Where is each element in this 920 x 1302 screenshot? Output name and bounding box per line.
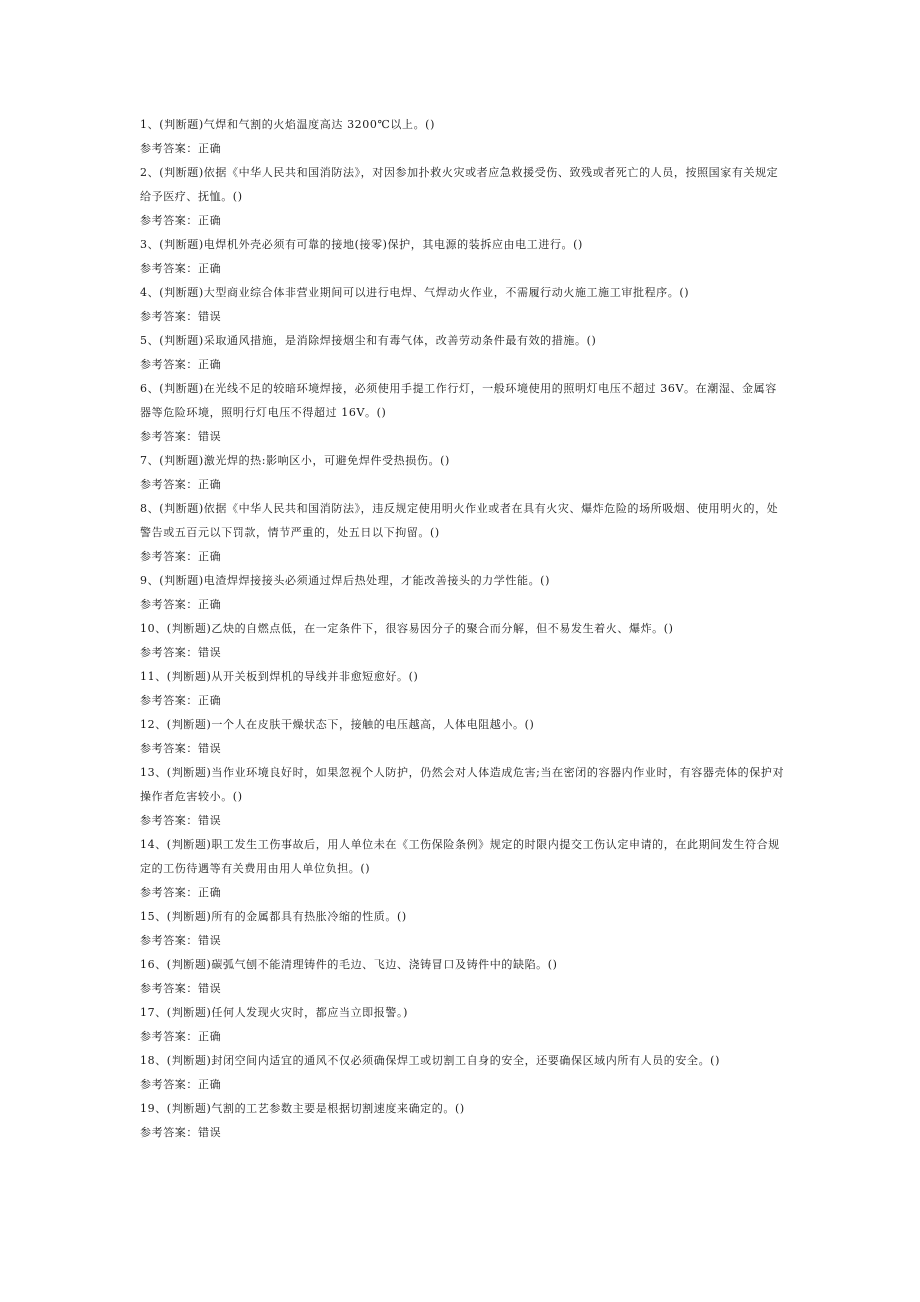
answer-value: 正确 bbox=[198, 214, 222, 227]
question-text: 19、(判断题)气割的工艺参数主要是根据切割速度来确定的。() bbox=[140, 1102, 465, 1115]
answer-line bbox=[140, 137, 785, 161]
question-text: 13、(判断题)当作业环境良好时，如果忽视个人防护，仍然会对人体造成危害;当在密闭的容器内作业时，有容器壳体的保护对操作者危害较小。() bbox=[140, 766, 785, 803]
answer-value: 错误 bbox=[198, 814, 222, 827]
answer-line bbox=[140, 1073, 785, 1097]
answer-label: 参考答案： bbox=[140, 646, 198, 659]
answer-value: 正确 bbox=[198, 694, 222, 707]
answer-value: 正确 bbox=[198, 886, 222, 899]
answer-value: 错误 bbox=[198, 742, 222, 755]
answer-value: 正确 bbox=[198, 1078, 222, 1091]
answer-line bbox=[140, 353, 785, 377]
question-item bbox=[140, 281, 785, 329]
answer-line bbox=[140, 1121, 785, 1145]
answer-value: 正确 bbox=[198, 598, 222, 611]
question-item bbox=[140, 1001, 785, 1049]
question-item bbox=[140, 449, 785, 497]
answer-label: 参考答案： bbox=[140, 982, 198, 995]
answer-line bbox=[140, 473, 785, 497]
answer-line bbox=[140, 737, 785, 761]
answer-line bbox=[140, 1025, 785, 1049]
question-item bbox=[140, 1097, 785, 1145]
answer-line bbox=[140, 209, 785, 233]
answer-label: 参考答案： bbox=[140, 934, 198, 947]
answer-line bbox=[140, 689, 785, 713]
answer-line bbox=[140, 425, 785, 449]
answer-line bbox=[140, 809, 785, 833]
question-item bbox=[140, 113, 785, 161]
answer-line bbox=[140, 641, 785, 665]
question-text: 12、(判断题)一个人在皮肤干燥状态下，接触的电压越高，人体电阻越小。() bbox=[140, 718, 535, 731]
answer-label: 参考答案： bbox=[140, 742, 198, 755]
question-text: 9、(判断题)电渣焊焊接接头必须通过焊后热处理，才能改善接头的力学性能。() bbox=[140, 574, 550, 587]
question-item bbox=[140, 161, 785, 233]
question-item bbox=[140, 665, 785, 713]
question-item bbox=[140, 953, 785, 1001]
answer-value: 错误 bbox=[198, 982, 222, 995]
question-item bbox=[140, 905, 785, 953]
answer-label: 参考答案： bbox=[140, 214, 198, 227]
answer-label: 参考答案： bbox=[140, 430, 198, 443]
answer-line bbox=[140, 977, 785, 1001]
answer-value: 错误 bbox=[198, 646, 222, 659]
question-text: 5、(判断题)采取通风措施，是消除焊接烟尘和有毒气体，改善劳动条件最有效的措施。() bbox=[140, 334, 597, 347]
answer-line bbox=[140, 881, 785, 905]
question-item bbox=[140, 713, 785, 761]
question-item bbox=[140, 617, 785, 665]
question-item bbox=[140, 761, 785, 833]
answer-line bbox=[140, 929, 785, 953]
answer-value: 正确 bbox=[198, 142, 222, 155]
answer-label: 参考答案： bbox=[140, 1030, 198, 1043]
answer-value: 错误 bbox=[198, 934, 222, 947]
question-item bbox=[140, 233, 785, 281]
question-text: 1、(判断题)气焊和气割的火焰温度高达 3200℃以上。() bbox=[140, 118, 435, 131]
answer-value: 错误 bbox=[198, 310, 222, 323]
answer-value: 错误 bbox=[198, 1126, 222, 1139]
document-page bbox=[140, 113, 785, 1145]
answer-label: 参考答案： bbox=[140, 694, 198, 707]
answer-label: 参考答案： bbox=[140, 142, 198, 155]
question-text: 7、(判断题)激光焊的热:影响区小，可避免焊件受热损伤。() bbox=[140, 454, 450, 467]
question-text: 6、(判断题)在光线不足的较暗环境焊接，必须使用手提工作行灯，一般环境使用的照明灯电压不超过 36V。在潮湿、金属容器等危险环境，照明行灯电压不得超过 16V。() bbox=[140, 382, 777, 419]
answer-label: 参考答案： bbox=[140, 886, 198, 899]
answer-value: 正确 bbox=[198, 262, 222, 275]
question-text: 18、(判断题)封闭空间内适宜的通风不仅必须确保焊工或切割工自身的安全，还要确保区域内所有人员的安全。() bbox=[140, 1054, 720, 1067]
answer-label: 参考答案： bbox=[140, 598, 198, 611]
question-item bbox=[140, 377, 785, 449]
answer-label: 参考答案： bbox=[140, 550, 198, 563]
answer-label: 参考答案： bbox=[140, 310, 198, 323]
answer-value: 正确 bbox=[198, 550, 222, 563]
answer-value: 错误 bbox=[198, 430, 222, 443]
question-text: 16、(判断题)碳弧气刨不能清理铸件的毛边、飞边、浇铸冒口及铸件中的缺陷。() bbox=[140, 958, 558, 971]
answer-label: 参考答案： bbox=[140, 1126, 198, 1139]
answer-value: 正确 bbox=[198, 358, 222, 371]
question-text: 8、(判断题)依据《中华人民共和国消防法》，违反规定使用明火作业或者在具有火灾、爆炸危险的场所吸烟、使用明火的，处警告或五百元以下罚款，情节严重的，处五日以下拘留。() bbox=[140, 502, 779, 539]
question-text: 15、(判断题)所有的金属都具有热胀冷缩的性质。() bbox=[140, 910, 407, 923]
answer-line bbox=[140, 593, 785, 617]
question-item bbox=[140, 569, 785, 617]
answer-label: 参考答案： bbox=[140, 478, 198, 491]
question-text: 3、(判断题)电焊机外壳必须有可靠的接地(接零)保护，其电源的装拆应由电工进行。() bbox=[140, 238, 583, 251]
question-text: 10、(判断题)乙炔的自燃点低，在一定条件下，很容易因分子的聚合而分解，但不易发生着火、爆炸。() bbox=[140, 622, 674, 635]
answer-value: 正确 bbox=[198, 478, 222, 491]
question-text: 14、(判断题)职工发生工伤事故后，用人单位未在《工伤保险条例》规定的时限内提交工伤认定申请的，在此期间发生符合规定的工伤待遇等有关费用由用人单位负担。() bbox=[140, 838, 780, 875]
answer-line bbox=[140, 257, 785, 281]
question-text: 4、(判断题)大型商业综合体非营业期间可以进行电焊、气焊动火作业，不需履行动火施工施工审批程序。() bbox=[140, 286, 690, 299]
question-text: 17、(判断题)任何人发现火灾时，都应当立即报警。) bbox=[140, 1006, 408, 1019]
question-item bbox=[140, 329, 785, 377]
question-item bbox=[140, 497, 785, 569]
question-text: 11、(判断题)从开关板到焊机的导线并非愈短愈好。() bbox=[140, 670, 419, 683]
answer-label: 参考答案： bbox=[140, 1078, 198, 1091]
question-item bbox=[140, 1049, 785, 1097]
answer-label: 参考答案： bbox=[140, 358, 198, 371]
answer-line bbox=[140, 305, 785, 329]
question-text: 2、(判断题)依据《中华人民共和国消防法》，对因参加扑救火灾或者应急救援受伤、致残或者死亡的人员，按照国家有关规定给予医疗、抚恤。() bbox=[140, 166, 779, 203]
question-item bbox=[140, 833, 785, 905]
answer-label: 参考答案： bbox=[140, 814, 198, 827]
answer-line bbox=[140, 545, 785, 569]
answer-value: 正确 bbox=[198, 1030, 222, 1043]
answer-label: 参考答案： bbox=[140, 262, 198, 275]
